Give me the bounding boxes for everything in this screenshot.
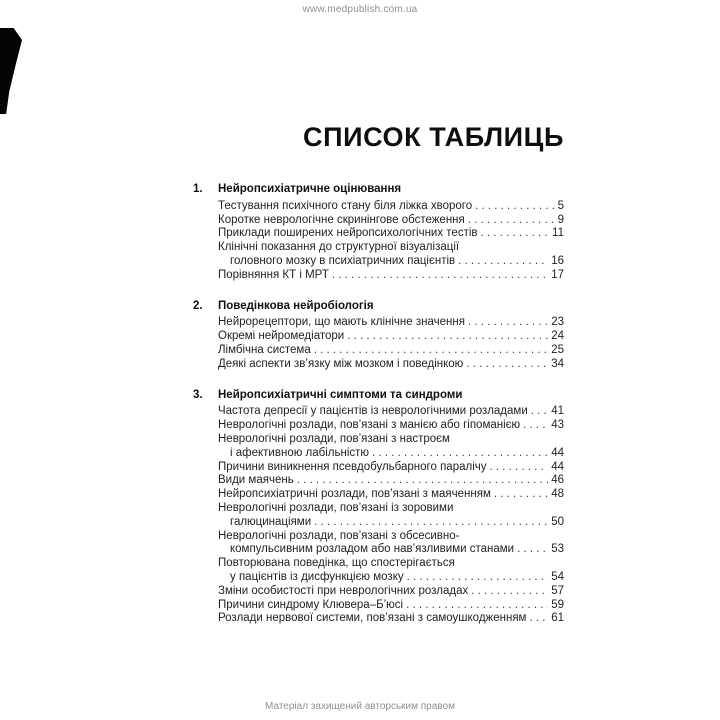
- entry-text: Види маячень: [218, 474, 294, 487]
- entry-text: Неврологічні розлади, пов’язані із зоровими: [218, 501, 454, 514]
- section-header: [193, 183, 564, 197]
- dot-leader: [481, 227, 550, 241]
- list-of-tables: [193, 183, 564, 626]
- entry-line: [218, 227, 564, 241]
- toc-entry: [218, 330, 564, 344]
- toc-entry: [218, 214, 564, 228]
- entry-page-number: 61: [551, 612, 564, 625]
- entry-page-number: 50: [551, 515, 564, 528]
- entry-line: [218, 474, 564, 488]
- entry-line: [218, 599, 564, 613]
- entry-line: [218, 200, 564, 214]
- entry-line: [218, 330, 564, 344]
- toc-section: [193, 389, 564, 627]
- page-content: [193, 122, 564, 643]
- toc-entry: [218, 474, 564, 488]
- dot-leader: [297, 474, 549, 488]
- header-url: www.medpublish.com.ua: [302, 4, 418, 15]
- entry-page-number: 59: [551, 598, 564, 611]
- section-number: 2.: [193, 299, 203, 312]
- entry-line: [218, 316, 564, 330]
- entry-line: [218, 419, 564, 433]
- toc-entry: [218, 461, 564, 475]
- entry-page-number: 25: [551, 343, 564, 356]
- entry-text: галюцинаціями: [230, 515, 312, 528]
- toc-entry: [218, 502, 564, 530]
- copyright-notice: Матеріал захищений авторським правом: [265, 701, 455, 712]
- section-entries: [193, 405, 564, 626]
- entry-line: [218, 255, 564, 269]
- toc-entry: [218, 316, 564, 330]
- section-header: [193, 300, 564, 314]
- entry-page-number: 44: [551, 460, 564, 473]
- entry-text: Порівняння КТ і МРТ: [218, 268, 329, 281]
- dot-leader: [372, 447, 548, 461]
- entry-page-number: 53: [551, 543, 564, 556]
- toc-entry: [218, 612, 564, 626]
- entry-text: Нейрорецептори, що мають клінічне значення: [218, 316, 465, 329]
- entry-page-number: 54: [551, 570, 564, 583]
- entry-page-number: 44: [551, 446, 564, 459]
- toc-entry: [218, 599, 564, 613]
- dot-leader: [475, 200, 555, 214]
- entry-line: [218, 585, 564, 599]
- entry-page-number: 23: [551, 316, 564, 329]
- entry-page-number: 57: [551, 584, 564, 597]
- entry-text: Неврологічні розлади, пов’язані з манією або гіпоманією: [218, 419, 521, 432]
- toc-section: [193, 300, 564, 372]
- dot-leader: [314, 516, 548, 530]
- entry-line: [218, 344, 564, 358]
- entry-text: Тестування психічного стану біля ліжка хворого: [218, 199, 473, 212]
- toc-entry: [218, 200, 564, 214]
- dot-leader: [529, 612, 548, 626]
- entry-text: Окремі нейромедіатори: [218, 330, 345, 343]
- toc-entry: [218, 530, 564, 558]
- toc-entry: [218, 488, 564, 502]
- entry-text: компульсивним розладом або нав’язливими станами: [230, 543, 515, 556]
- dot-leader: [458, 255, 548, 269]
- toc-entry: [218, 344, 564, 358]
- toc-entry: [218, 269, 564, 283]
- dot-leader: [468, 316, 548, 330]
- entry-text: Коротке неврологічне скринінгове обстеження: [218, 213, 465, 226]
- entry-line: [218, 447, 564, 461]
- entry-text: Повторювана поведінка, що спостерігається: [218, 557, 455, 570]
- entry-text: головного мозку в психіатричних пацієнтів: [230, 254, 456, 267]
- section-entries: [193, 316, 564, 371]
- entry-line: [218, 405, 564, 419]
- entry-page-number: 16: [551, 254, 564, 267]
- entry-page-number: 43: [551, 419, 564, 432]
- section-header: [193, 389, 564, 403]
- entry-line: [218, 358, 564, 372]
- entry-line: [218, 488, 564, 502]
- dot-leader: [490, 461, 549, 475]
- entry-line: [218, 241, 564, 255]
- entry-page-number: 34: [551, 357, 564, 370]
- dot-leader: [531, 405, 548, 419]
- section-number: 3.: [193, 388, 203, 401]
- entry-line: [218, 612, 564, 626]
- entry-line: [218, 502, 564, 516]
- entry-text: Деякі аспекти зв’язку між мозком і поведінкою: [218, 357, 464, 370]
- dot-leader: [406, 599, 548, 613]
- dot-leader: [332, 269, 548, 283]
- dot-leader: [494, 488, 548, 502]
- dot-leader: [407, 571, 549, 585]
- page-title: СПИСОК ТАБЛИЦЬ: [302, 122, 564, 152]
- entry-page-number: 9: [557, 213, 564, 226]
- entry-line: [218, 433, 564, 447]
- entry-text: Нейропсихіатричні розлади, пов’язані з маяченням: [218, 488, 491, 501]
- entry-page-number: 17: [551, 268, 564, 281]
- section-number: 1.: [193, 183, 203, 195]
- toc-entry: [218, 405, 564, 419]
- dot-leader: [468, 214, 555, 228]
- entry-text: Неврологічні розлади, пов’язані з обсесивно-: [218, 529, 460, 542]
- toc-entry: [218, 419, 564, 433]
- section-title: Нейропсихіатричні симптоми та синдроми: [218, 388, 463, 401]
- toc-section: [193, 183, 564, 283]
- entry-text: Неврологічні розлади, пов’язані з настроєм: [218, 432, 450, 445]
- entry-text: Приклади поширених нейропсихологічних тестів: [218, 227, 478, 240]
- toc-entry: [218, 585, 564, 599]
- dot-leader: [523, 419, 548, 433]
- toc-entry: [218, 358, 564, 372]
- entry-page-number: 5: [557, 199, 564, 212]
- dot-leader: [347, 330, 548, 344]
- entry-text: і афективною лабільністю: [230, 446, 370, 459]
- section-title: Поведінкова нейробіологія: [218, 299, 374, 312]
- scan-edge-artifact: [0, 28, 22, 114]
- entry-line: [218, 269, 564, 283]
- dot-leader: [314, 344, 548, 358]
- section-entries: [193, 200, 564, 283]
- entry-line: [218, 461, 564, 475]
- section-title: Нейропсихіатричне оцінювання: [218, 183, 402, 195]
- dot-leader: [517, 543, 548, 557]
- entry-page-number: 46: [551, 474, 564, 487]
- entry-text: Зміни особистості при неврологічних розладах: [218, 584, 469, 597]
- toc-entry: [218, 241, 564, 269]
- entry-text: Частота депресії у пацієнтів із неврологічними розладами: [218, 405, 528, 418]
- dot-leader: [466, 358, 548, 372]
- entry-line: [218, 543, 564, 557]
- toc-entry: [218, 227, 564, 241]
- entry-page-number: 48: [551, 488, 564, 501]
- entry-line: [218, 557, 564, 571]
- entry-text: Клінічні показання до структурної візуалізації: [218, 241, 460, 254]
- toc-entry: [218, 433, 564, 461]
- entry-page-number: 41: [551, 405, 564, 418]
- toc-entry: [218, 557, 564, 585]
- entry-text: Причини виникнення псевдобульбарного паралічу: [218, 460, 487, 473]
- entry-text: Лімбічна система: [218, 343, 311, 356]
- entry-page-number: 11: [552, 227, 564, 240]
- entry-text: Розлади нервової системи, пов’язані з самоушкодженням: [218, 612, 527, 625]
- dot-leader: [471, 585, 548, 599]
- entry-text: у пацієнтів із дисфункцією мозку: [230, 570, 404, 583]
- entry-line: [218, 530, 564, 544]
- entry-text: Причини синдрому Клювера–Б’юсі: [218, 598, 404, 611]
- entry-line: [218, 214, 564, 228]
- entry-line: [218, 571, 564, 585]
- entry-line: [218, 516, 564, 530]
- entry-page-number: 24: [551, 330, 564, 343]
